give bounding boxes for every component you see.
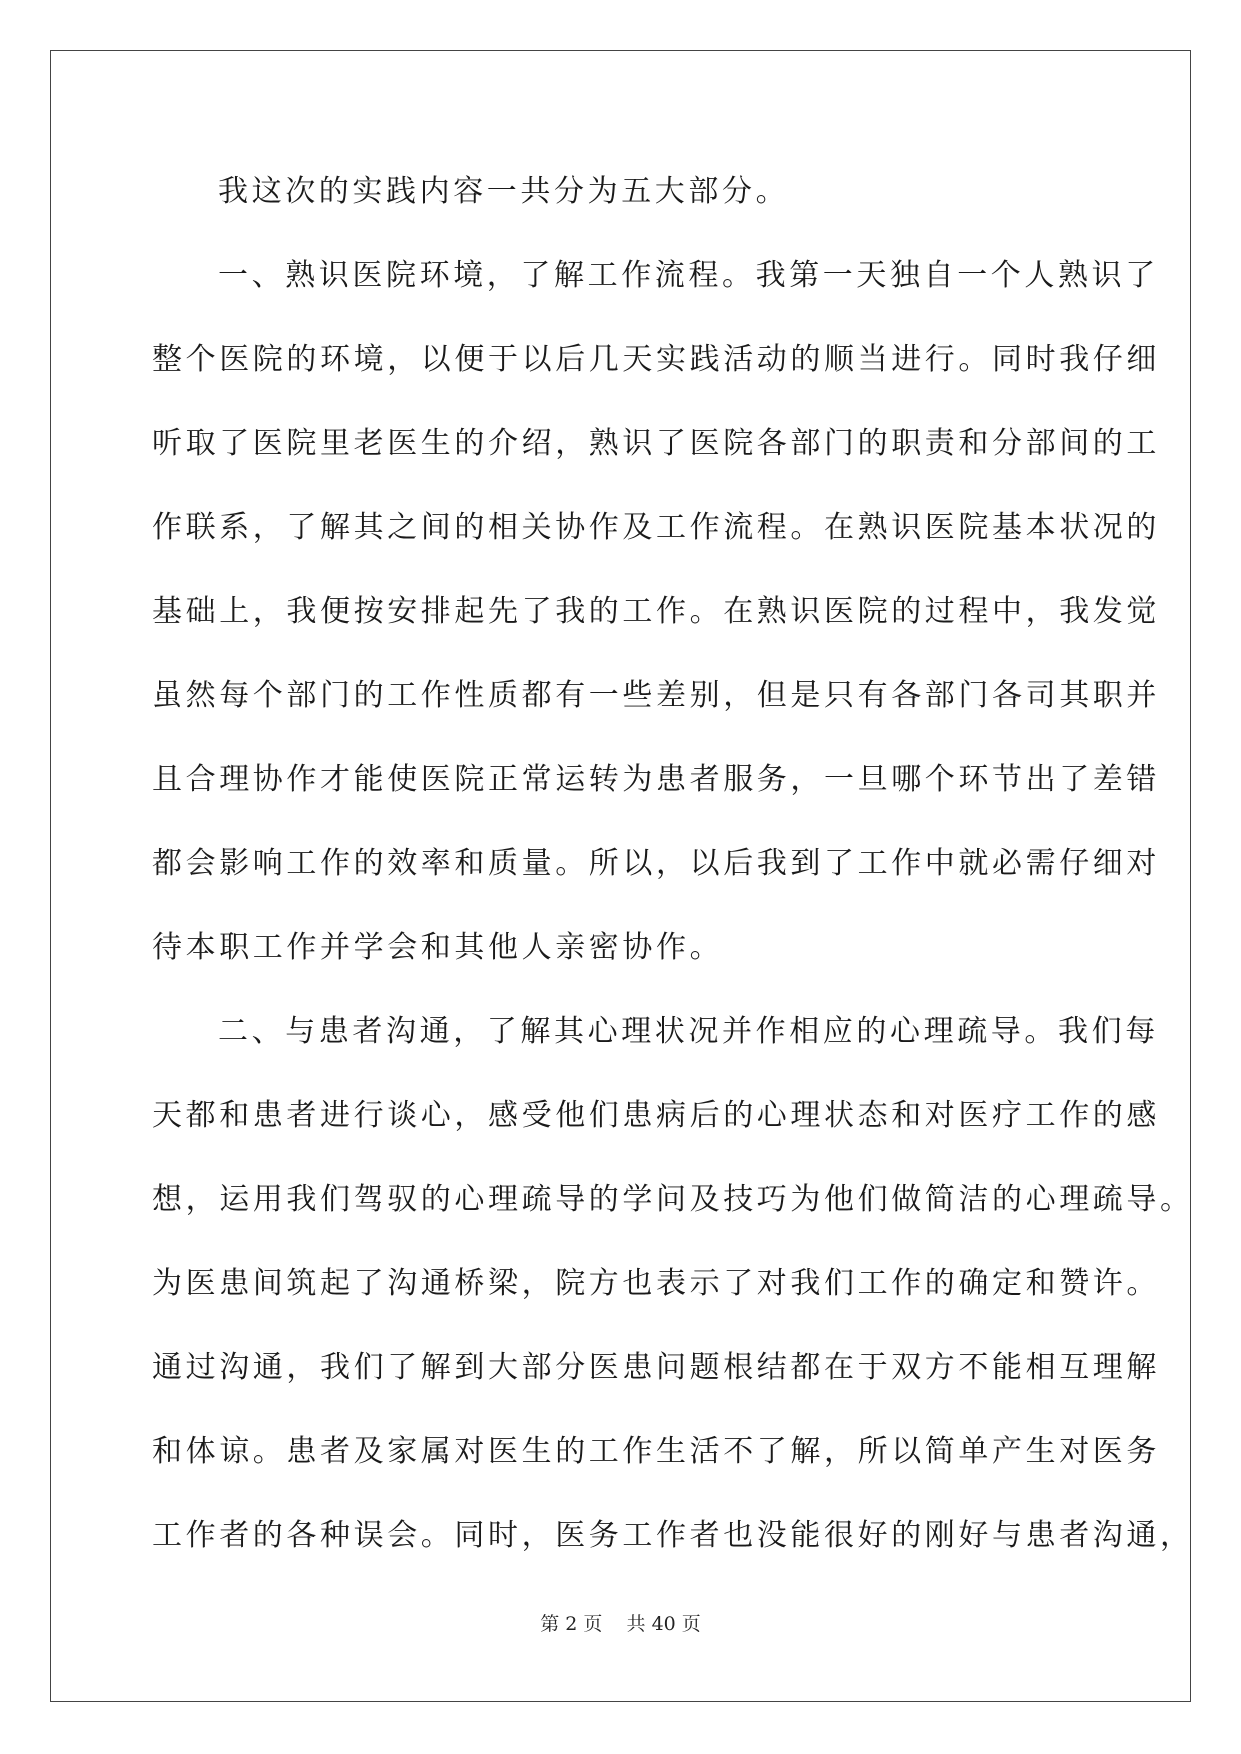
paragraph-first-line: 我这次的实践内容一共分为五大部分。 xyxy=(218,174,790,209)
document-body xyxy=(152,162,1194,1590)
text-line: 都会影响工作的效率和质量。所以，以后我到了工作中就必需仔细对 xyxy=(152,846,1160,881)
text-line: 想，运用我们驾驭的心理疏导的学问及技巧为他们做简洁的心理疏导。 xyxy=(152,1182,1194,1217)
paragraph-first-line: 二、与患者沟通，了解其心理状况并作相应的心理疏导。我们每 xyxy=(218,1014,1159,1049)
text-line: 天都和患者进行谈心，感受他们患病后的心理状态和对医疗工作的感 xyxy=(152,1098,1160,1133)
text-line: 整个医院的环境，以便于以后几天实践活动的顺当进行。同时我仔细 xyxy=(152,342,1160,377)
text-line: 听取了医院里老医生的介绍，熟识了医院各部门的职责和分部间的工 xyxy=(152,426,1160,461)
text-line: 通过沟通，我们了解到大部分医患问题根结都在于双方不能相互理解 xyxy=(152,1350,1160,1385)
text-line: 待本职工作并学会和其他人亲密协作。 xyxy=(152,930,724,965)
page-footer: 第 2 页 共 40 页 xyxy=(540,1613,701,1635)
text-line: 工作者的各种误会。同时，医务工作者也没能很好的刚好与患者沟通， xyxy=(152,1518,1194,1553)
paragraph-first-line: 一、熟识医院环境，了解工作流程。我第一天独自一个人熟识了 xyxy=(218,258,1159,293)
text-line: 作联系，了解其之间的相关协作及工作流程。在熟识医院基本状况的 xyxy=(152,510,1160,545)
text-line: 为医患间筑起了沟通桥梁，院方也表示了对我们工作的确定和赞许。 xyxy=(152,1266,1160,1301)
text-line: 基础上，我便按安排起先了我的工作。在熟识医院的过程中，我发觉 xyxy=(152,594,1160,629)
text-line: 且合理协作才能使医院正常运转为患者服务，一旦哪个环节出了差错 xyxy=(152,762,1160,797)
text-line: 和体谅。患者及家属对医生的工作生活不了解，所以简单产生对医务 xyxy=(152,1434,1160,1469)
text-line: 虽然每个部门的工作性质都有一些差别，但是只有各部门各司其职并 xyxy=(152,678,1160,713)
